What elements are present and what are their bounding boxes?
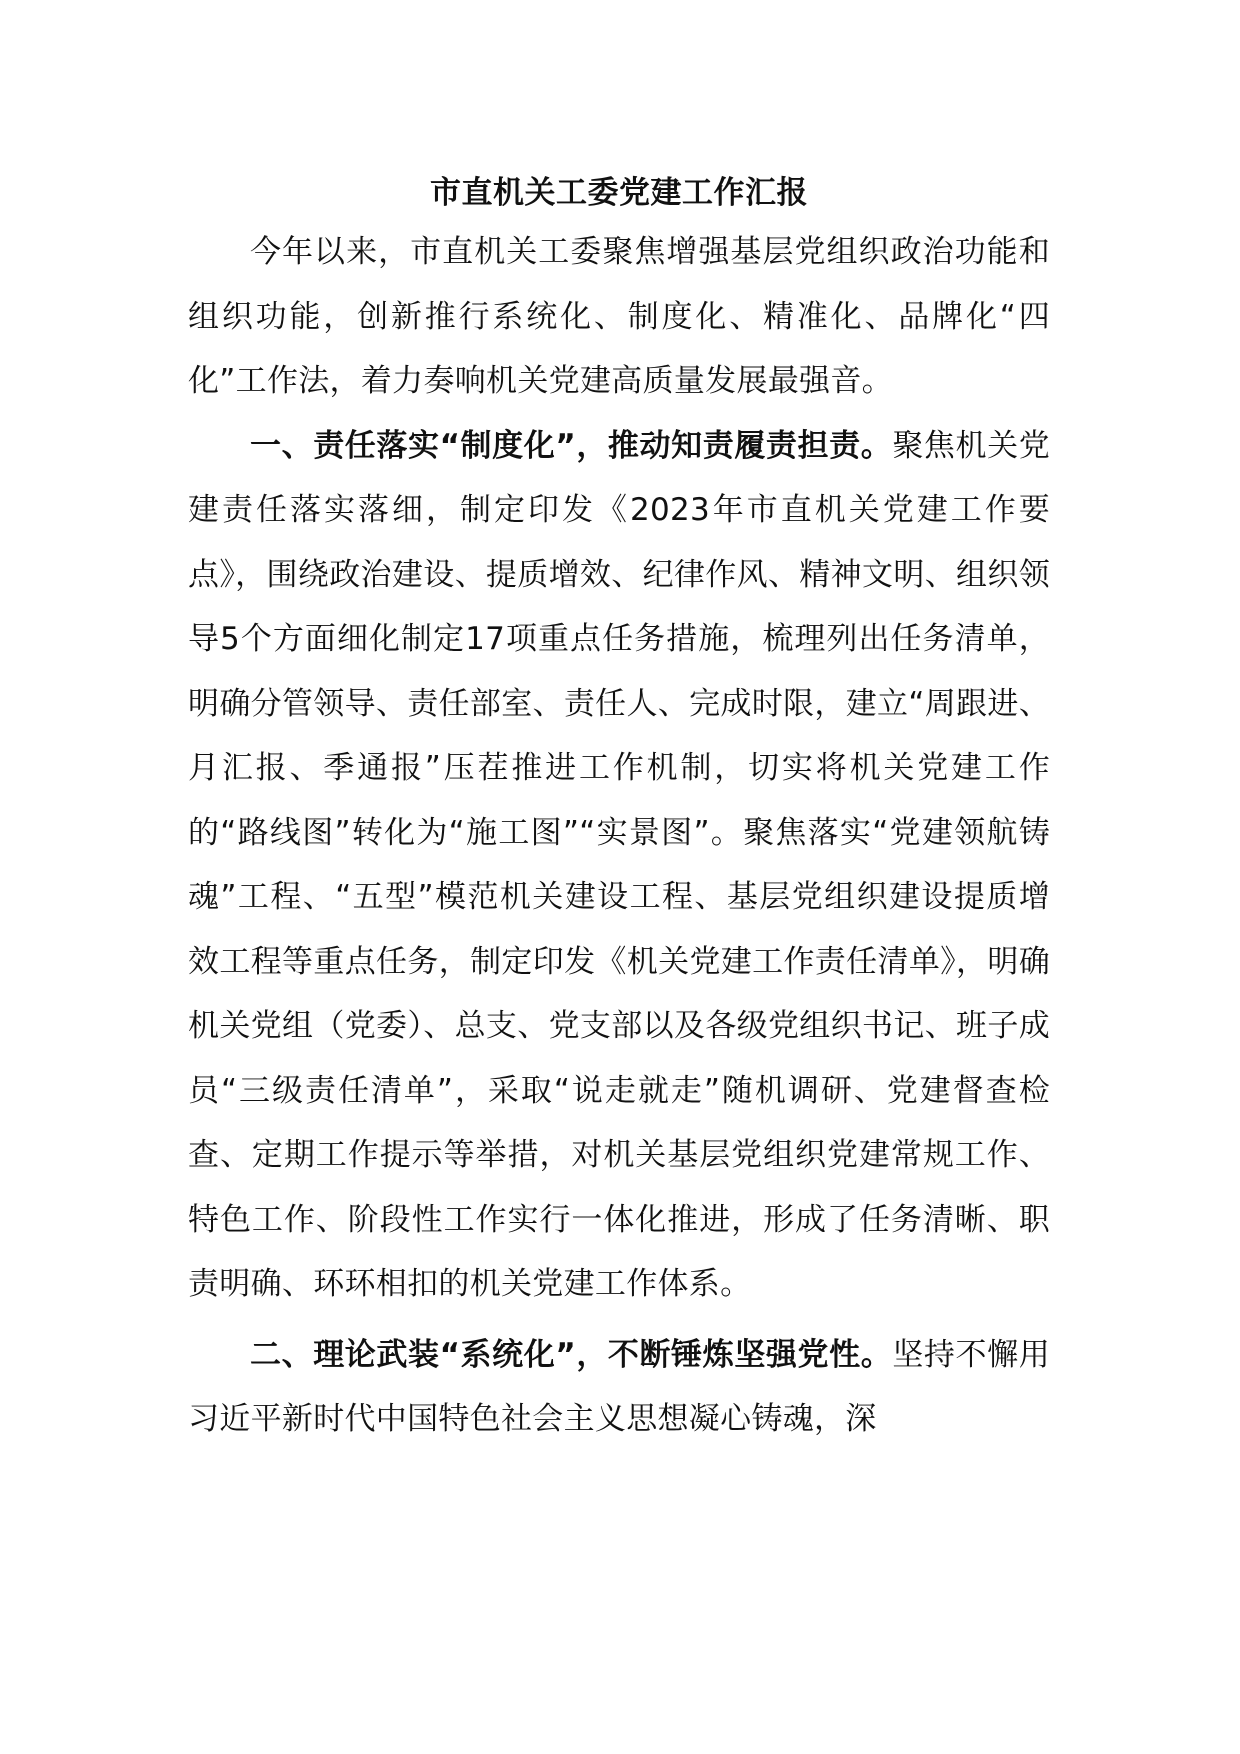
section-2-paragraph (188, 1323, 1050, 1452)
section-1-heading: 一、责任落实“制度化”，推动知责履责担责。 (250, 427, 893, 464)
document-title: 市直机关工委党建工作汇报 (430, 175, 808, 211)
section-1-body: 聚焦机关党建责任落实落细，制定印发《2023年市直机关党建工作要点》，围绕政治建设、提质增效、纪律作风、精神文明、组织领导5个方面细化制定17项重点任务措施，梳理列出任务清单，明确分管领导、责任部室、责任人、完成时限，建立“周跟进、月汇报、季通报”压茬推进工作机制，切实将机关党建工作的“路线图”转化为“施工图”“实景图”。聚焦落实“党建领航铸魂”工程、“五型”模范机关建设工程、基层党组织建设提质增效工程等重点任务，制定印发《机关党建工作责任清单》，明确机关党组（党委）、总支、党支部以及各级党组织书记、班子成员“三级责任清单”，采取“说走就走”随机调研、党建督查检查、定期工作提示等举措，对机关基层党组织党建常规工作、特色工作、阶段性工作实行一体化推进，形成了任务清晰、职责明确、环环相扣的机关党建工作体系。 (188, 427, 1051, 1302)
document-page (188, 170, 1050, 1452)
intro-paragraph: 今年以来，市直机关工委聚焦增强基层党组织政治功能和组织功能，创新推行系统化、制度化、精准化、品牌化“四化”工作法，着力奏响机关党建高质量发展最强音。 (188, 234, 1050, 399)
section-2-body: 坚持不懈用习近平新时代中国特色社会主义思想凝心铸魂，深 (188, 1336, 1051, 1437)
section-1-paragraph (188, 414, 1050, 1317)
section-2-heading: 二、理论武装“系统化”，不断锤炼坚强党性。 (250, 1336, 893, 1373)
